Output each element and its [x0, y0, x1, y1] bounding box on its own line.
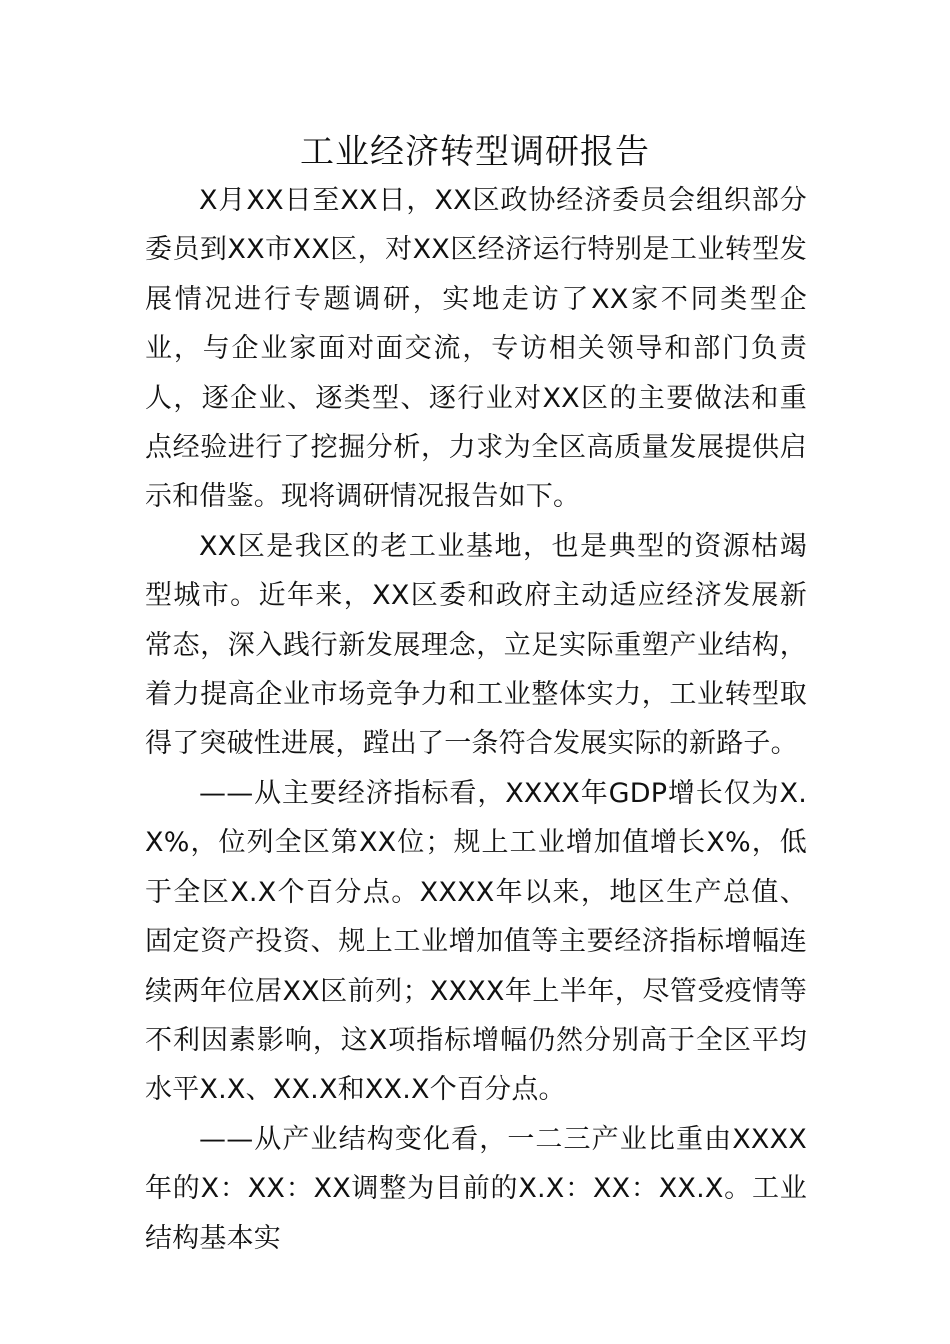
paragraph-background: XX区是我区的老工业基地，也是典型的资源枯竭型城市。近年来，XX区委和政府主动适应经济发展新常态，深入践行新发展理念，立足实际重塑产业结构，着力提高企业市场竞争力和工业整体实力，工业转型取得了突破性进展，蹚出了一条符合发展实际的新路子。 — [145, 530, 807, 760]
document-body — [145, 176, 807, 1263]
paragraph-intro: X月XX日至XX日，XX区政协经济委员会组织部分委员到XX市XX区，对XX区经济运行特别是工业转型发展情况进行专题调研，实地走访了XX家不同类型企业，与企业家面对面交流，专访相关领导和部门负责人，逐企业、逐类型、逐行业对XX区的主要做法和重点经验进行了挖掘分析，力求为全区高质量发展提供启示和借鉴。现将调研情况报告如下。 — [145, 185, 807, 513]
paragraph-economic-indicators: ——从主要经济指标看，XXXX年GDP增长仅为X.X%，位列全区第XX位；规上工业增加值增长X%，低于全区X.X个百分点。XXXX年以来，地区生产总值、固定资产投资、规上工业增加值等主要经济指标增幅连续两年位居XX区前列；XXXX年上半年，尽管受疫情等不利因素影响，这X项指标增幅仍然分别高于全区平均水平X.X、XX.X和XX.X个百分点。 — [145, 777, 807, 1106]
document-title: 工业经济转型调研报告 — [300, 132, 650, 172]
paragraph-industrial-structure: ——从产业结构变化看，一二三产业比重由XXXX年的X：XX：XX调整为目前的X.X：XX：XX.X。工业结构基本实 — [145, 1123, 807, 1254]
